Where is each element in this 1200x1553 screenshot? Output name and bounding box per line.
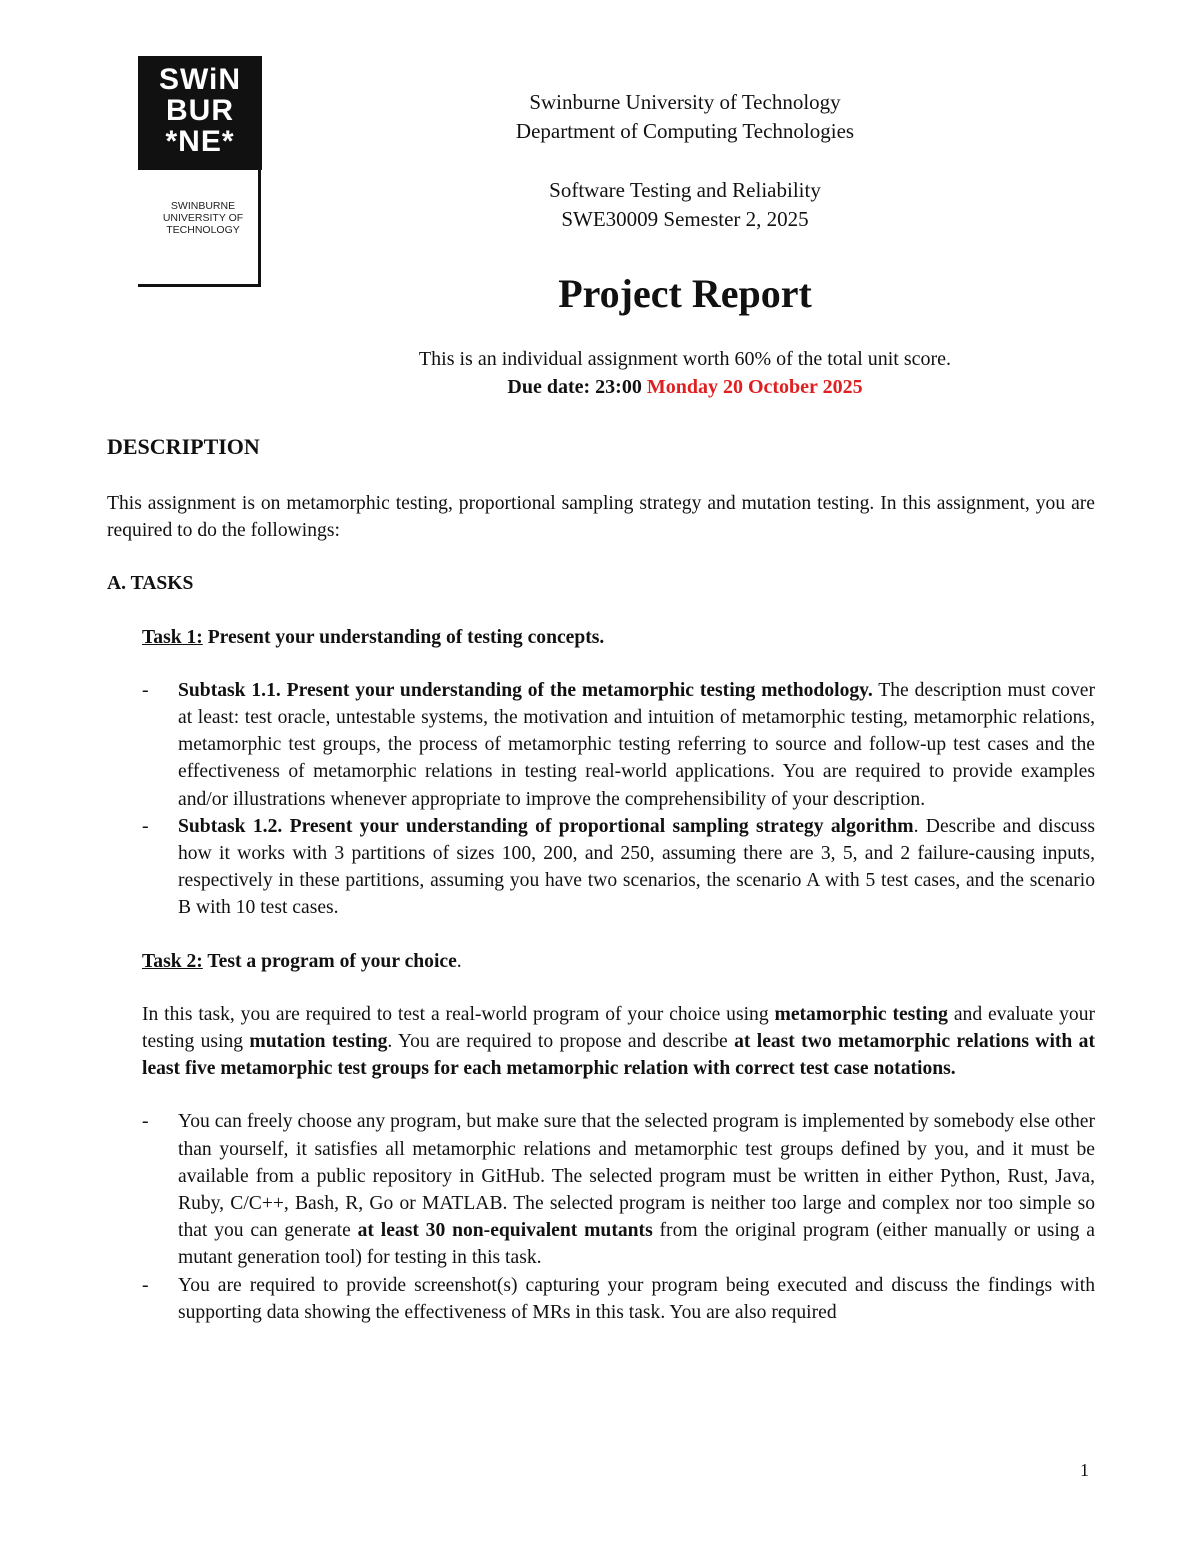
task2-list [142, 1108, 1095, 1326]
list-item: - You can freely choose any program, but make sure that the selected program is implemented by somebody else other than yourself, it satisfies all metamorphic relations and metamorphic test groups defined by you, and it must be available from a public repository in GitHub. The selected program must be written in either Python, Rust, Java, Ruby, C/C++, Bash, R, Go or MATLAB. The selected program is neither too large and complex nor too simple so that you can generate at least 30 non-equivalent mutants from the original program (either manually or using a mutant generation tool) for testing in this task. [142, 1111, 1095, 1269]
para-bold: at least two metamorphic relations with at least five metamorphic test groups for each metamorphic relation with correct test case notations. [142, 1031, 1095, 1080]
logo-wordmark [138, 56, 262, 170]
unit-name: Software Testing and Reliability [549, 178, 821, 202]
task2-period: . [456, 950, 462, 972]
unit-code: SWE30009 Semester 2, 2025 [561, 207, 809, 231]
due-date-line [260, 373, 1110, 401]
para-bold: mutation testing [249, 1031, 388, 1053]
task1-label: Task 1: [142, 626, 203, 648]
item-text: You can freely choose any program, but make sure that the selected program is implemented by somebody else other than yourself, it satisfies all metamorphic relations and metamorphic test groups defined by you, and it must be available from a public repository in GitHub. The selected program must be written in either Python, Rust, Java, Ruby, C/C++, Bash, R, Go or MATLAB. The selected program is neither too large and complex nor too simple so that you can generate [178, 1111, 1095, 1242]
intro-block [260, 345, 1110, 401]
list-item: - You are required to provide screenshot(s) capturing your program being executed and discuss the findings with supporting data showing the effectiveness of MRs in this task. You are also required [142, 1274, 1095, 1323]
department-name: Department of Computing Technologies [515, 119, 855, 143]
tasks-heading: A. TASKS [107, 573, 194, 595]
page-number: 1 [1080, 1460, 1089, 1480]
task1-heading [142, 624, 1095, 651]
logo-line: BUR [166, 94, 234, 127]
item-bold: at least 30 non-equivalent mutants [357, 1220, 653, 1242]
description-heading: DESCRIPTION [107, 434, 260, 459]
para-text: In this task, you are required to test a real-world program of your choice using [142, 1003, 775, 1025]
logo-sub-line: TECHNOLOGY [166, 224, 240, 236]
task1-title: Present your understanding of testing concepts. [202, 626, 605, 648]
logo-sub-line: SWINBURNE [170, 200, 236, 212]
item-text: from the original program (either manually or using a mutant generation tool) for testing in this task. [178, 1220, 1095, 1269]
logo-frame [138, 170, 261, 287]
subtask-title: Subtask 1.1. Present your understanding of the metamorphic testing methodology. [178, 679, 873, 701]
list-item: - Subtask 1.1. Present your understanding of the metamorphic testing methodology. The description must cover at least: test oracle, untestable systems, the motivation and intuition of metamorphic testing, metamorphic relations, metamorphic test groups, the process of metamorphic testing referring to source and follow-up test cases and the effectiveness of metamorphic relations in testing real-world applications. You are required to provide examples and/or illustrations whenever appropriate to improve the comprehensibility of your description. [142, 679, 1096, 810]
task2-label: Task 2: [142, 950, 203, 972]
assignment-worth: This is an individual assignment worth 60% of the total unit score. [418, 348, 952, 370]
document-header [360, 88, 1010, 234]
task2-heading [142, 948, 1095, 975]
task2-paragraph [142, 1001, 1095, 1083]
item-text: You are required to provide screenshot(s) capturing your program being executed and discuss the findings with supporting data showing the effectiveness of MRs in this task. You are also required [178, 1274, 1095, 1323]
list-item: - Subtask 1.2. Present your understanding of proportional sampling strategy algorithm. Describe and discuss how it works with 3 partitions of sizes 100, 200, and 250, assuming there are 3, 5, and 2 failure-causing inputs, respectively in these partitions, assuming you have two scenarios, the scenario A with 5 test cases, and the scenario B with 10 test cases. [142, 815, 1095, 919]
logo-sub-line: UNIVERSITY OF [162, 212, 244, 224]
para-bold: metamorphic testing [774, 1003, 948, 1025]
task1-list [142, 677, 1095, 922]
subtask-text: The description must cover at least: test oracle, untestable systems, the motivation and intuition of metamorphic testing, metamorphic relations, metamorphic test groups, the process of metamorphic testing referring to source and follow-up test cases and the effectiveness of metamorphic relations in testing real-world applications. You are required to provide examples and/or illustrations whenever appropriate to improve the comprehensibility of your description. [178, 679, 1096, 810]
para-text: . You are required to propose and describe [387, 1031, 735, 1053]
due-date-value: Monday 20 October 2025 [646, 376, 863, 398]
university-name: Swinburne University of Technology [529, 90, 841, 114]
tasks-section [142, 624, 1095, 1326]
swinburne-logo [138, 56, 262, 286]
logo-line: *NE* [165, 125, 235, 158]
due-date-label: Due date: 23:00 [507, 376, 642, 398]
task2-title: Test a program of your choice [202, 950, 457, 972]
page-title: Project Report [558, 271, 812, 316]
logo-line: SWiN [158, 63, 242, 96]
subtask-text: . Describe and discuss how it works with 3 partitions of sizes 100, 200, and 250, assuming there are 3, 5, and 2 failure-causing inputs, respectively in these partitions, assuming you have two scenarios, the scenario A with 5 test cases, and the scenario B with 10 test cases. [178, 815, 1095, 919]
subtask-title: Subtask 1.2. Present your understanding of proportional sampling strategy algorithm [178, 815, 914, 837]
para-text: and evaluate your testing using [142, 1003, 1096, 1053]
logo-subtitle [148, 200, 258, 236]
description-text: This assignment is on metamorphic testing, proportional sampling strategy and mutation testing. In this assignment, you are required to do the followings: [107, 493, 1095, 542]
document-body [107, 432, 1095, 1352]
